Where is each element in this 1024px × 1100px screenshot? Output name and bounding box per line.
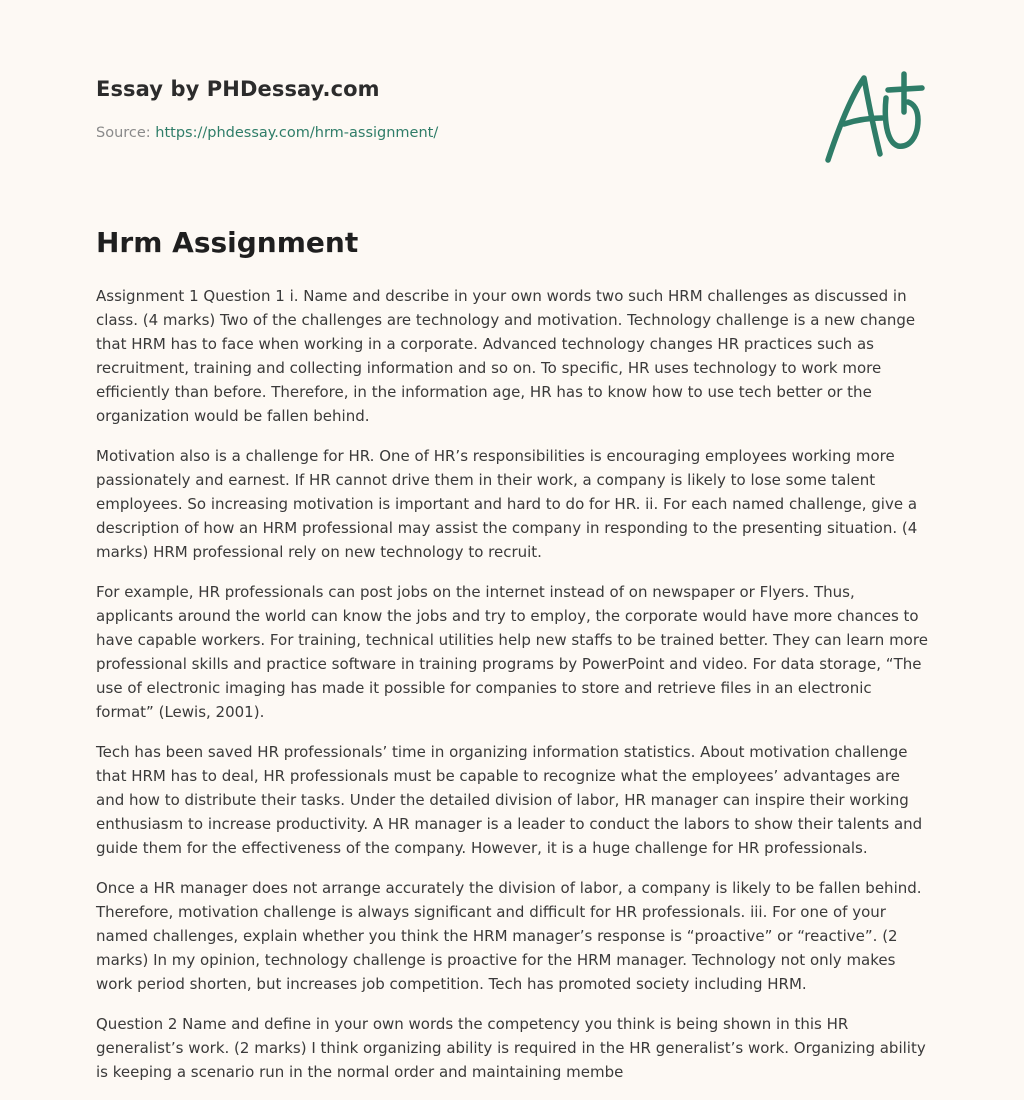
paragraph: Once a HR manager does not arrange accurately the division of labor, a company is likely to be fallen behind. Therefore, motivation challenge is always significant and difficult for HR professionals. iii. For one of your named challenges, explain whether you think the HRM manager’s response is “proactive” or “reactive”. (2 marks) In my opinion, technology challenge is proactive for the HRM manager. Technology not only makes work period shorten, but increases job competition. Tech has promoted society including HRM. (96, 879, 922, 993)
paragraph: Tech has been saved HR professionals’ time in organizing information statistics. About motivation challenge that HRM has to deal, HR professionals must be capable to recognize what the employees’ advantages are and how to distribute their tasks. Under the detailed division of labor, HR manager can inspire their working enthusiasm to increase productivity. A HR manager is a leader to conduct the labors to show their talents and guide them for the effectiveness of the company. However, it is a huge challenge for HR professionals. (96, 743, 923, 857)
source-label: Source: (96, 125, 156, 141)
paragraph: For example, HR professionals can post jobs on the internet instead of on newspaper or Flyers. Thus, applicants around the world can know the jobs and try to employ, the corporate would have more chances to have capable workers. For training, technical utilities help new staffs to be trained better. They can learn more professional skills and practice software in training programs by PowerPoint and video. For data storage, “The use of electronic imaging has made it possible for companies to store and retrieve files in an electronic format” (Lewis, 2001). (96, 583, 928, 721)
paragraph: Question 2 Name and define in your own words the competency you think is being shown in this HR generalist’s work. (2 marks) I think organizing ability is required in the HR generalist’s work. Organizing ability is keeping a scenario run in the normal order and maintaining membe (96, 1015, 926, 1081)
essay-page (96, 0, 932, 1100)
a-plus-grade-icon (824, 68, 928, 166)
site-title: Essay by PHDessay.com (96, 77, 380, 101)
source-line (96, 125, 438, 141)
document-title: Hrm Assignment (96, 226, 359, 259)
paragraph: Motivation also is a challenge for HR. One of HR’s responsibilities is encouraging employees working more passionately and earnest. If HR cannot drive them in their work, a company is likely to lose some talent employees. So increasing motivation is important and hard to do for HR. ii. For each named challenge, give a description of how an HRM professional may assist the company in responding to the presenting situation. (4 marks) HRM professional rely on new technology to recruit. (96, 447, 918, 561)
essay-body (96, 284, 932, 1100)
source-link[interactable]: https://phdessay.com/hrm-assignment/ (155, 125, 439, 141)
page-header (96, 0, 932, 190)
paragraph: Assignment 1 Question 1 i. Name and describe in your own words two such HRM challenges as discussed in class. (4 marks) Two of the challenges are technology and motivation. Technology challenge is a new change that HRM has to face when working in a corporate. Advanced technology changes HR practices such as recruitment, training and collecting information and so on. To specific, HR uses technology to work more efficiently than before. Therefore, in the information age, HR has to know how to use tech better or the organization would be fallen behind. (96, 287, 916, 425)
